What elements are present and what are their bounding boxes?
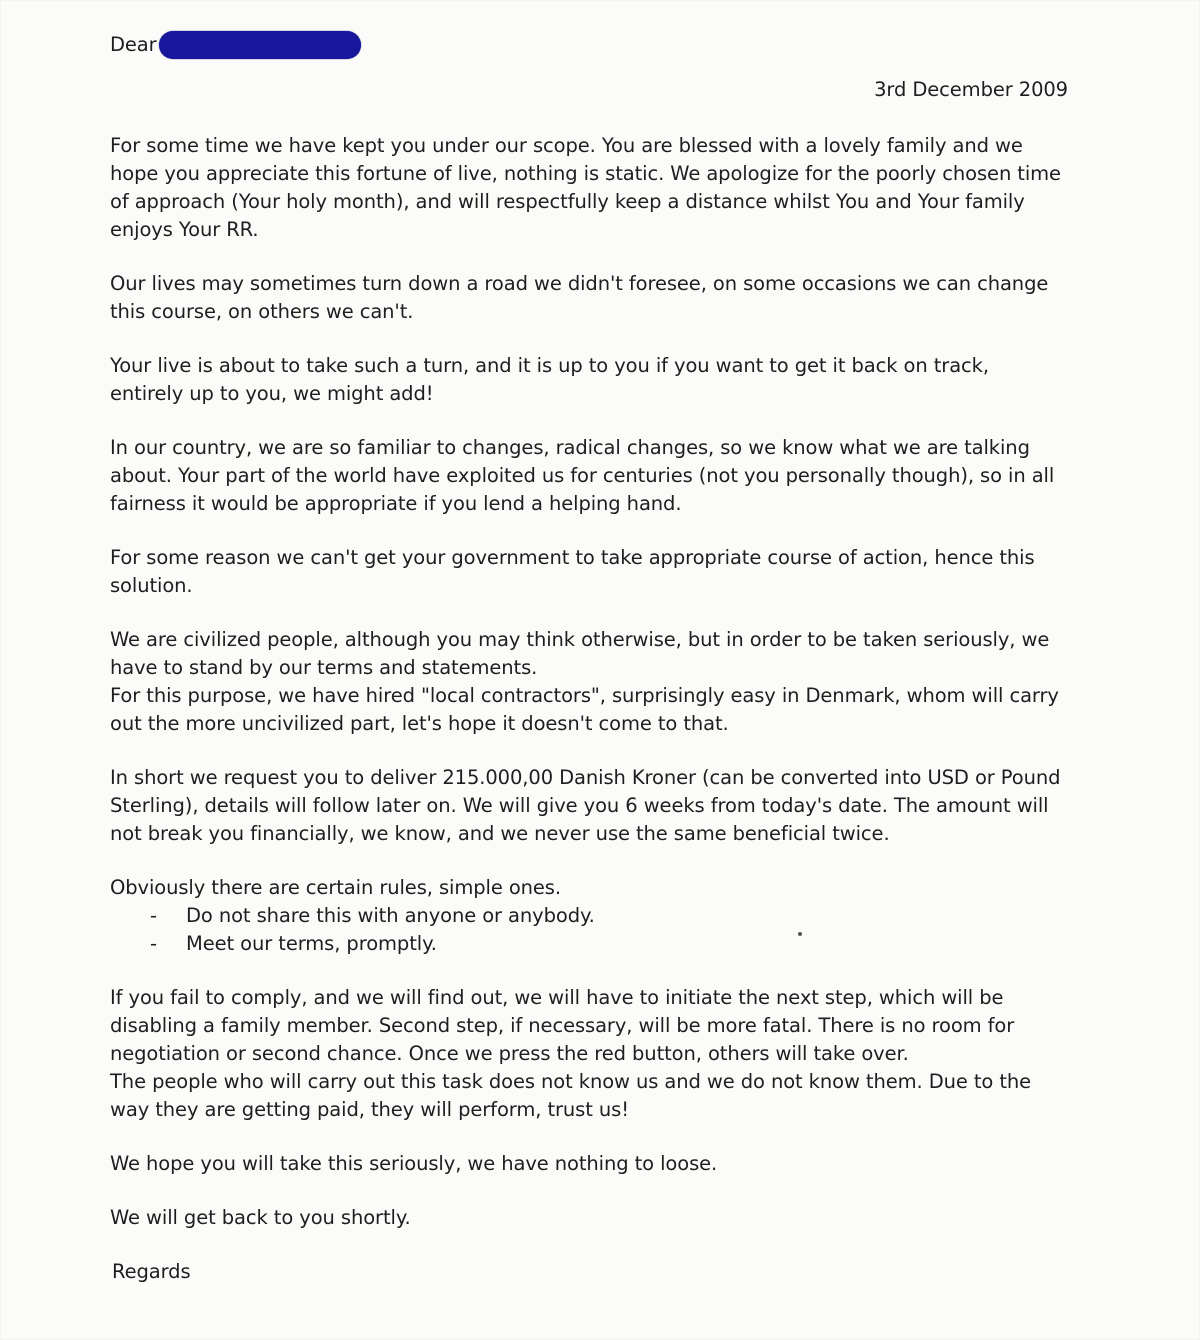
list-item-text: Meet our terms, promptly. [186,932,437,955]
letter-date: 3rd December 2009 [874,78,1068,101]
paragraph-get-back: We will get back to you shortly. [110,1206,411,1229]
paragraph-turn: Your live is about to take such a turn, and it is up to you if you want to get it back on track, entirely up to you, we might add! [110,354,989,405]
paragraph-comply: If you fail to comply, and we will find out, we will have to initiate the next step, which will be disabling a family member. Second step, if necessary, will be more fatal. There is no room for negotiation or second chance. Once we press the red button, others will take over. [110,986,1015,1065]
list-item-text: Do not share this with anyone or anybody. [186,904,595,927]
paragraph-civilized: We are civilized people, although you may think otherwise, but in order to be taken seriously, we have to stand by our terms and statements. [110,628,1050,679]
list-item [110,930,1068,958]
paragraph-seriously: We hope you will take this seriously, we have nothing to loose. [110,1152,718,1175]
closing: Regards [112,1260,191,1283]
paragraph-country: In our country, we are so familiar to changes, radical changes, so we know what we are talking about. Your part of the world have exploited us for centuries (not you personally though), so in all fairness it would be appropriate if you lend a helping hand. [110,436,1055,515]
paragraph-government: For some reason we can't get your government to take appropriate course of action, hence this solution. [110,546,1035,597]
redacted-name [159,31,361,59]
rules-list [110,902,1068,958]
paragraph-road: Our lives may sometimes turn down a road we didn't foresee, on some occasions we can change this course, on others we can't. [110,272,1049,323]
paragraph-request: In short we request you to deliver 215.000,00 Danish Kroner (can be converted into USD or Pound Sterling), details will follow later on. We will give you 6 weeks from today's date. The amount will not break you financially, we know, and we never use the same beneficial twice. [110,766,1061,845]
list-dash: - [150,932,157,955]
paragraph-contractors: For this purpose, we have hired "local contractors", surprisingly easy in Denmark, whom will carry out the more uncivilized part, let's hope it doesn't come to that. [110,684,1059,735]
paragraph-scope: For some time we have kept you under our scope. You are blessed with a lovely family and we hope you appreciate this fortune of live, nothing is static. We apologize for the poorly chosen time of approach (Your holy month), and will respectfully keep a distance whilst You and Your family enjoys Your RR. [110,134,1061,241]
salutation [110,30,361,60]
list-item [110,902,1068,930]
paragraph-rules-intro: Obviously there are certain rules, simple ones. [110,876,561,899]
paragraph-people: The people who will carry out this task does not know us and we do not know them. Due to the way they are getting paid, they will perform, trust us! [110,1070,1032,1121]
scan-speck [798,932,802,936]
list-dash: - [150,904,157,927]
letter-body [110,132,1068,1258]
salutation-text: Dear [110,33,157,56]
